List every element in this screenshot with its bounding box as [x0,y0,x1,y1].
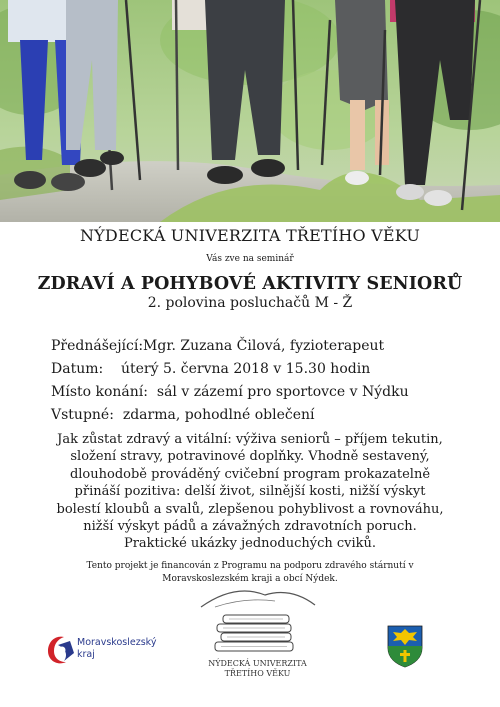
organization-title: NÝDECKÁ UNIVERZITA TŘETÍHO VĚKU [79,226,421,245]
description-line: bolestí kloubů a svalů, zlepšenou pohyblivost a rovnováhu, [56,501,444,517]
invite-text: Vás zve na seminář [206,254,294,264]
description-line: dlouhodobě prováděný cvičební program prokazatelně [69,466,431,482]
description-line: přináší pozitiva: delší život, silnější kosti, nižší výskyt [74,484,426,500]
seminar-subtitle: 2. polovina posluchačů M - Ž [147,295,353,311]
hero-photo [0,0,500,222]
region-logo-text: Moravskoslezský kraj [77,637,157,660]
funding-line: Tento projekt je financován z Programu na podporu zdravého stárnutí v [86,561,414,571]
description-line: nižší výskyt pádů a závažných zdravotních poruch. [83,519,417,535]
venue-line: Místo konání: sál v zázemí pro sportovce v Nýdku [51,384,409,400]
funding-note [0,560,500,586]
university-logo-text: NÝDECKÁ UNIVERZITA TŘETÍHO VĚKU [208,659,307,678]
lecturer-line: Přednášející:Mgr. Zuzana Čilová, fyzioterapeut [51,338,385,354]
region-emblem-icon [44,631,76,667]
coat-of-arms-icon [386,624,424,668]
date-line: Datum: úterý 5. června 2018 v 15.30 hodin [51,361,371,377]
region-logo [44,631,157,667]
description-line: Jak zůstat zdravý a vitální: výživa seniorů – příjem tekutin, [57,432,443,447]
nordic-walking-photo [0,0,500,222]
books-hill-icon [195,585,320,659]
fee-line: Vstupné: zdarma, pohodlné oblečení [51,407,315,423]
seminar-title: ZDRAVÍ A POHYBOVÉ AKTIVITY SENIORŮ [37,274,463,294]
description-line: Praktické ukázky jednoduchých cviků. [123,536,377,552]
description [20,431,480,553]
description-line: složení stravy, potravinové doplňky. Vhodně sestavený, [70,449,430,465]
nydek-crest [386,624,424,668]
university-logo [195,585,320,690]
funding-line: Moravskoslezském kraji a obcí Nýdek. [162,574,338,584]
